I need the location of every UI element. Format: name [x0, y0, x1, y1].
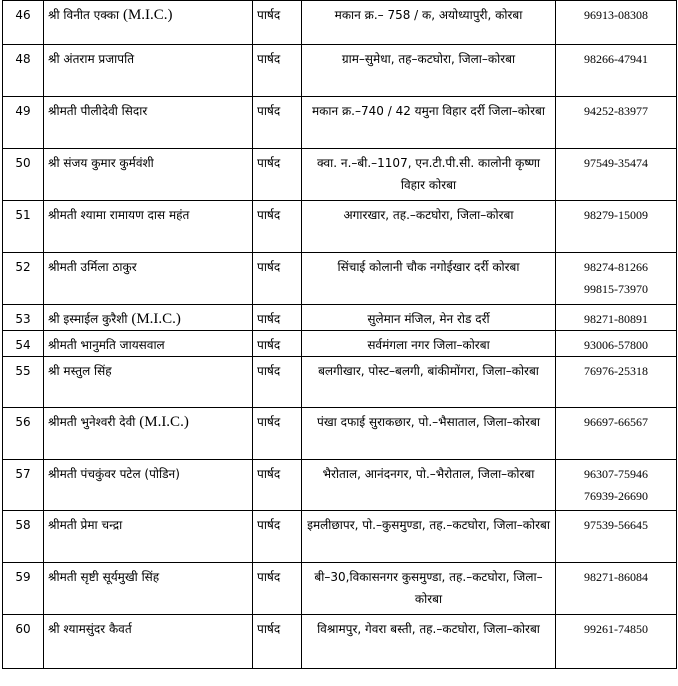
- member-name: श्रीमती भानुमति जायसवाल: [48, 338, 165, 352]
- member-name: श्री विनीत एक्का: [48, 8, 120, 22]
- mic-tag: (M.I.C.): [131, 311, 181, 327]
- councillor-table: [2, 0, 677, 669]
- designation: पार्षद: [253, 615, 302, 669]
- serial-number: 51: [3, 201, 44, 253]
- serial-number: 54: [3, 331, 44, 357]
- table-body: [3, 1, 677, 669]
- member-name-cell: [44, 511, 253, 563]
- phone-number: 98271-80891: [584, 312, 648, 326]
- member-name-cell: [44, 201, 253, 253]
- designation: पार्षद: [253, 305, 302, 331]
- member-name-cell: [44, 305, 253, 331]
- address: इमलीछापर, पो.–कुसमुण्डा, तह.–कटघोरा, जिला–कोरबा: [302, 511, 556, 563]
- member-name: श्रीमती श्यामा रामायण दास महंत: [48, 208, 190, 222]
- serial-number: 52: [3, 253, 44, 305]
- phone-cell: [556, 201, 677, 253]
- phone-cell: [556, 1, 677, 45]
- table-row: [3, 357, 677, 408]
- phone-number: 97549-35474: [584, 156, 648, 170]
- phone-number: 94252-83977: [584, 104, 648, 118]
- member-name-cell: [44, 357, 253, 408]
- phone-number: 96307-75946: [584, 467, 648, 481]
- phone-cell: [556, 563, 677, 615]
- phone-number: 76976-25318: [584, 364, 648, 378]
- member-name-cell: [44, 1, 253, 45]
- phone-cell: [556, 615, 677, 669]
- designation: पार्षद: [253, 45, 302, 97]
- address: सर्वमंगला नगर जिला–कोरबा: [302, 331, 556, 357]
- phone-cell: [556, 305, 677, 331]
- phone-number: 99815-73970: [584, 282, 648, 296]
- member-name-cell: [44, 97, 253, 149]
- member-name-cell: [44, 253, 253, 305]
- phone-cell: [556, 331, 677, 357]
- phone-cell: [556, 97, 677, 149]
- mic-tag: (M.I.C.): [139, 414, 189, 430]
- serial-number: 58: [3, 511, 44, 563]
- serial-number: 56: [3, 408, 44, 460]
- serial-number: 46: [3, 1, 44, 45]
- address: भैरोताल, आनंदनगर, पो.–भैरोताल, जिला–कोरबा: [302, 460, 556, 511]
- phone-cell: [556, 149, 677, 201]
- member-name: श्री श्यामसुंदर कैवर्त: [48, 622, 132, 636]
- table-row: [3, 149, 677, 201]
- member-name-cell: [44, 460, 253, 511]
- table-row: [3, 305, 677, 331]
- serial-number: 59: [3, 563, 44, 615]
- phone-cell: [556, 460, 677, 511]
- phone-cell: [556, 253, 677, 305]
- phone-cell: [556, 511, 677, 563]
- member-name: श्री मस्तुल सिंह: [48, 364, 112, 378]
- serial-number: 60: [3, 615, 44, 669]
- designation: पार्षद: [253, 511, 302, 563]
- serial-number: 50: [3, 149, 44, 201]
- address: सुलेमान मंजिल, मेन रोड दर्री: [302, 305, 556, 331]
- phone-number: 98279-15009: [584, 208, 648, 222]
- table-row: [3, 45, 677, 97]
- table-row: [3, 460, 677, 511]
- phone-cell: [556, 357, 677, 408]
- table-row: [3, 1, 677, 45]
- serial-number: 57: [3, 460, 44, 511]
- member-name-cell: [44, 563, 253, 615]
- designation: पार्षद: [253, 563, 302, 615]
- address: सिंचाई कोलानी चौक नगोईखार दर्री कोरबा: [302, 253, 556, 305]
- table-row: [3, 563, 677, 615]
- serial-number: 55: [3, 357, 44, 408]
- member-name: श्रीमती भुनेश्वरी देवी: [48, 415, 136, 429]
- designation: पार्षद: [253, 97, 302, 149]
- phone-number: 96913-08308: [584, 8, 648, 22]
- member-name-cell: [44, 149, 253, 201]
- table-row: [3, 97, 677, 149]
- member-name: श्रीमती सृष्टी सूर्यमुखी सिंह: [48, 570, 160, 584]
- member-name: श्री इस्माईल कुरैशी: [48, 312, 128, 326]
- table-row: [3, 511, 677, 563]
- designation: पार्षद: [253, 201, 302, 253]
- designation: पार्षद: [253, 408, 302, 460]
- member-name-cell: [44, 331, 253, 357]
- designation: पार्षद: [253, 331, 302, 357]
- member-name: श्रीमती पंचकुंवर पटेल (पोडिन): [48, 467, 180, 481]
- member-name: श्रीमती प्रेमा चन्द्रा: [48, 518, 123, 532]
- table-row: [3, 253, 677, 305]
- address: मकान क्र.–740 / 42 यमुना विहार दर्री जिला–कोरबा: [302, 97, 556, 149]
- address: मकान क्र.– 758 / क, अयोध्यापुरी, कोरबा: [302, 1, 556, 45]
- address: बी–30,विकासनगर कुसमुण्डा, तह.–कटघोरा, जिला–कोरबा: [302, 563, 556, 615]
- phone-number: 93006-57800: [584, 338, 648, 352]
- member-name-cell: [44, 615, 253, 669]
- phone-number: 98274-81266: [584, 260, 648, 274]
- table-row: [3, 331, 677, 357]
- phone-number: 76939-26690: [584, 489, 648, 503]
- member-name: श्रीमती उर्मिला ठाकुर: [48, 260, 137, 274]
- phone-number: 98271-86084: [584, 570, 648, 584]
- table-row: [3, 408, 677, 460]
- phone-cell: [556, 45, 677, 97]
- member-name: श्री संजय कुमार कुर्मवंशी: [48, 156, 154, 170]
- serial-number: 53: [3, 305, 44, 331]
- designation: पार्षद: [253, 253, 302, 305]
- address: बलगीखार, पोस्ट–बलगी, बांकीमोंगरा, जिला–कोरबा: [302, 357, 556, 408]
- table-row: [3, 615, 677, 669]
- member-name: श्रीमती पीलीदेवी सिदार: [48, 104, 148, 118]
- address: पंखा दफाई सुराकछार, पो.–भैसाताल, जिला–कोरबा: [302, 408, 556, 460]
- phone-number: 97539-56645: [584, 518, 648, 532]
- designation: पार्षद: [253, 1, 302, 45]
- table-row: [3, 201, 677, 253]
- phone-number: 96697-66567: [584, 415, 648, 429]
- member-name-cell: [44, 408, 253, 460]
- serial-number: 48: [3, 45, 44, 97]
- designation: पार्षद: [253, 460, 302, 511]
- member-name-cell: [44, 45, 253, 97]
- member-name: श्री अंतराम प्रजापति: [48, 52, 135, 66]
- address: ग्राम–सुमेधा, तह–कटघोरा, जिला–कोरबा: [302, 45, 556, 97]
- address: विश्रामपुर, गेवरा बस्ती, तह.–कटघोरा, जिला–कोरबा: [302, 615, 556, 669]
- mic-tag: (M.I.C.): [122, 7, 173, 23]
- designation: पार्षद: [253, 149, 302, 201]
- address: क्वा. न.–बी.–1107, एन.टी.पी.सी. कालोनी कृष्णा विहार कोरबा: [302, 149, 556, 201]
- phone-number: 99261-74850: [584, 622, 648, 636]
- phone-number: 98266-47941: [584, 52, 648, 66]
- address: अगारखार, तह.–कटघोरा, जिला–कोरबा: [302, 201, 556, 253]
- designation: पार्षद: [253, 357, 302, 408]
- phone-cell: [556, 408, 677, 460]
- serial-number: 49: [3, 97, 44, 149]
